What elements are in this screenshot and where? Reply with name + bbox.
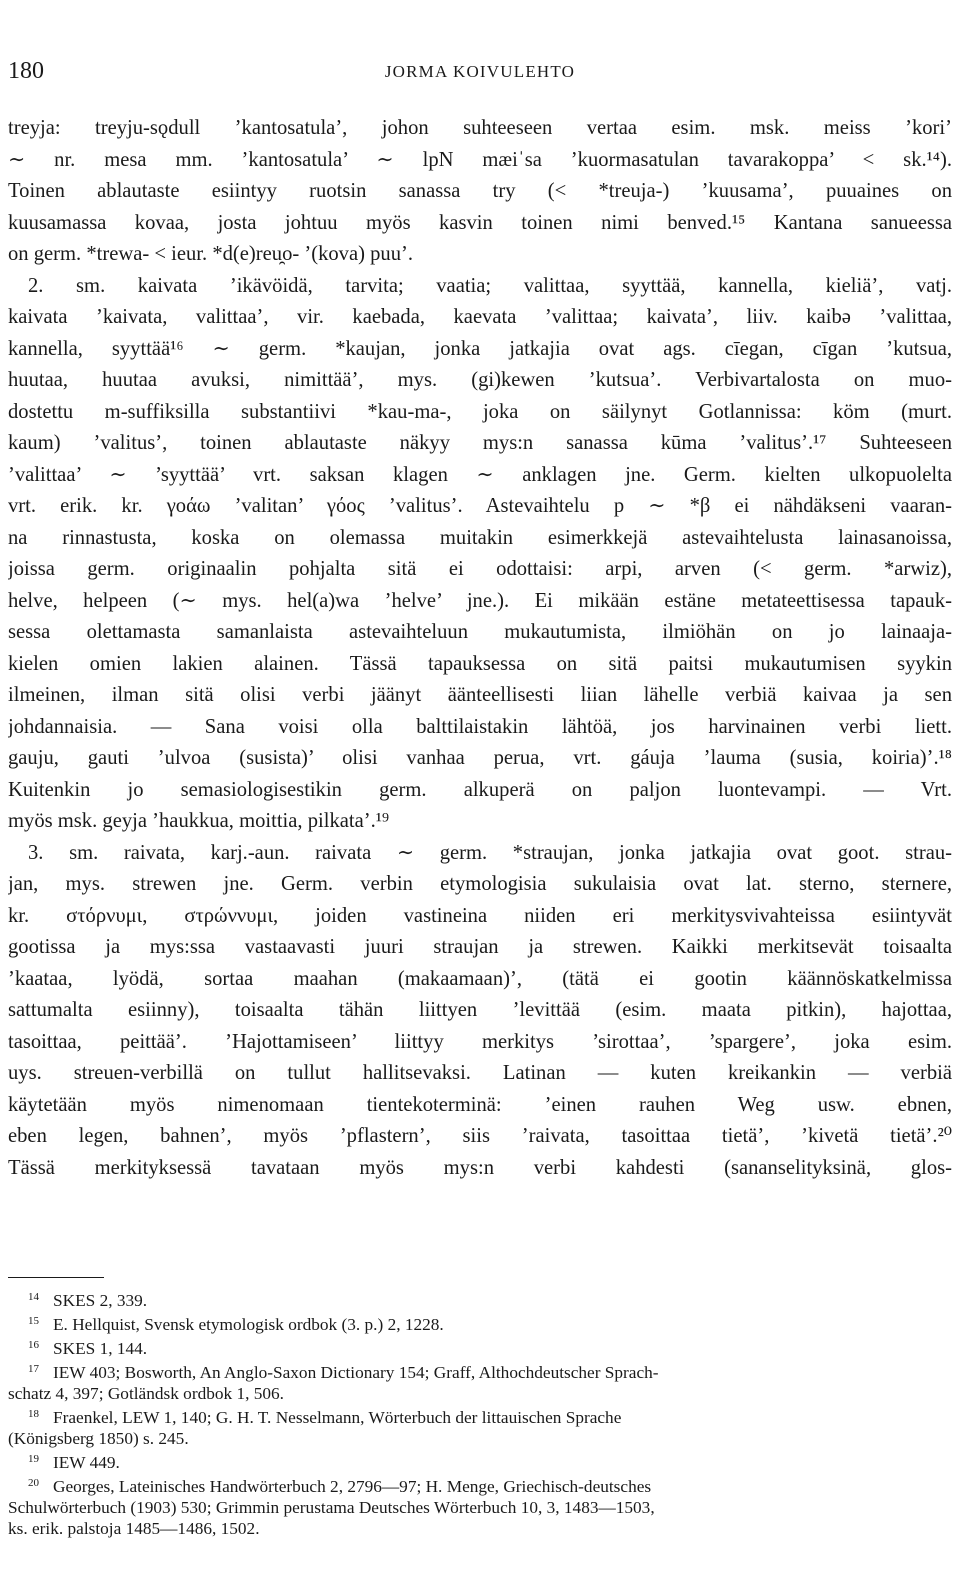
footnote-text: SKES 2, 339. [53,1291,148,1310]
footnote-text: Fraenkel, LEW 1, 140; G. H. T. Nesselmann, Wörterbuch der littauischen Sprache [53,1408,622,1427]
footnote-18 [8,1404,952,1428]
footnote-16 [8,1335,952,1359]
body-line: ’kaataa, lyödä, sortaa maahan (makaamaan)’, (tätä ei gootin käännöskatkelmissa [8,967,952,990]
body-line: kaivata ’kaivata, valittaa’, vir. kaebada, kaevata ’valittaa; kaivata’, liiv. kaibə ’valittaa, [8,306,952,328]
footnote-18-cont: (Königsberg 1850) s. 245. [8,1429,189,1448]
body-line: dostettu m-suffiksilla substantiivi *kau-ma-, joka on säilynyt Gotlannissa: köm (murt. [8,400,952,423]
body-line: sessa olettamasta samanlaista astevaihteluun mukautumista, ilmiöhän on jo lainaaja- [8,621,952,643]
body-line: eben legen, bahnen’, myös ’pflastern’, siis ’raivata, tasoittaa tietä’, ’kivetä tietä’.²⁰ [8,1125,952,1147]
body-text [8,113,952,1184]
body-line: myös msk. geyja ’haukkua, moittia, pilkata’.¹⁹ [8,810,390,832]
footnote-number: 15 [28,1315,39,1327]
footnote-text: IEW 403; Bosworth, An Anglo-Saxon Dictionary 154; Graff, Althochdeutscher Sprach- [53,1363,659,1382]
footnote-20 [8,1473,952,1497]
body-line: kannella, syyttää¹⁶ ∼ germ. *kaujan, jonka jatkajia ovat ags. cīegan, cīgan ’kutsua, [8,337,952,360]
body-line: 2. sm. kaivata ’ikävöidä, tarvita; vaatia; valittaa, syyttää, kannella, kieliä’, vatj. [28,274,952,297]
footnote-text: SKES 1, 144. [53,1339,148,1358]
footnote-number: 14 [28,1291,39,1303]
footnote-20-cont: Schulwörterbuch (1903) 530; Grimmin perustama Deutsches Wörterbuch 10, 3, 1483—1503, [8,1498,655,1517]
page-header [8,58,952,88]
running-head: JORMA KOIVULEHTO [384,62,576,81]
body-line: gauju, gauti ’ulvoa (susista)’ olisi vanhaa perua, vrt. gáuja ’lauma (susia, koiria)’.¹⁸ [8,747,952,769]
body-line: joissa germ. originaalin pohjalta sitä ei odottaisi: arpi, arven (< germ. *arwiz), [8,558,952,580]
footnote-text: Georges, Lateinisches Handwörterbuch 2, 2796—97; H. Menge, Griechisch-deutsches [53,1477,652,1496]
body-line: ilmeinen, ilman sitä olisi verbi jäänyt äänteellisesti liian lähelle verbiä kaivaa ja sen [8,684,952,706]
body-line: na rinnastusta, koska on olemassa muitakin esimerkkejä astevaihtelusta lainasanoissa, [8,526,952,549]
footnote-19 [8,1449,952,1473]
footnote-text: IEW 449. [53,1453,120,1472]
body-line: tasoittaa, peittää’. ’Hajottamiseen’ liittyy merkitys ’sirottaa’, ’spargere’, joka esim. [8,1030,952,1053]
footnote-number: 18 [28,1408,39,1420]
footnote-17 [8,1359,952,1383]
footnotes [8,1287,952,1539]
footnote-divider [8,1277,104,1278]
footnote-20-cont: ks. erik. palstoja 1485—1486, 1502. [8,1519,260,1538]
body-line: kr. στόρνυμι, στρώννυμι, joiden vastineina niiden eri merkitysvivahteissa esiintyvät [8,904,952,927]
body-line: käytetään myös nimenomaan tientekoterminä: ’einen rauhen Weg usw. ebnen, [8,1093,952,1116]
body-line: vrt. erik. kr. γοάω ’valitan’ γόος ’valitus’. Astevaihtelu p ∼ *β ei nähdäkseni vaaran- [8,495,952,517]
body-line: ∼ nr. mesa mm. ’kantosatula’ ∼ lpN mæiˈsa ’kuormasatulan tavarakoppa’ < sk.¹⁴). [8,148,952,171]
footnote-15 [8,1311,952,1335]
body-line: johdannaisia. — Sana voisi olla balttilaistakin lähtöä, jos harvinainen verbi liett. [8,715,952,738]
body-line: huutaa, huutaa avuksi, nimittää’, mys. (gi)kewen ’kutsua’. Verbivartalosta on muo- [8,369,952,391]
body-line: kaum) ’valitus’, toinen ablautaste näkyy mys:n sanassa kūma ’valitus’.¹⁷ Suhteeseen [8,432,952,454]
body-line: 3. sm. raivata, karj.-aun. raivata ∼ germ. *straujan, jonka jatkajia ovat goot. strau- [28,841,952,864]
body-line: ’valittaa’ ∼ ’syyttää’ vrt. saksan klagen ∼ anklagen jne. Germ. kielten ulkopuolelta [8,463,952,486]
body-line: treyja: treyju-sǫdull ’kantosatula’, johon suhteeseen vertaa esim. msk. meiss ’kori’ [8,117,952,139]
body-line: sattumalta esiinny), toisaalta tähän liittyen ’levittää (esim. maata pitkin), hajottaa, [8,999,952,1021]
body-line: Toinen ablautaste esiintyy ruotsin sanassa try (< *treuja-) ’kuusama’, puuaines on [8,180,952,202]
page-number: 180 [8,58,44,84]
footnote-14 [8,1287,952,1311]
body-line: kuusamassa kovaa, josta johtuu myös kasvin toinen nimi benved.¹⁵ Kantana sanueessa [8,211,952,234]
body-line: jan, mys. strewen jne. Germ. verbin etymologisia sukulaisia ovat lat. sterno, sternere, [8,873,952,895]
body-line: gootissa ja mys:ssa vastaavasti juuri straujan ja strewen. Kaikki merkitsevät toisaalta [8,936,952,958]
body-line: helve, helpeen (∼ mys. hel(a)wa ’helve’ jne.). Ei mikään estäne metateettisessa tapauk- [8,589,952,612]
footnote-number: 17 [28,1363,39,1375]
footnote-17-cont: schatz 4, 397; Gotländsk ordbok 1, 506. [8,1384,284,1403]
body-line: kielen omien lakien alainen. Tässä tapauksessa on sitä paitsi mukautumisen syykin [8,652,952,675]
footnote-number: 20 [28,1477,39,1489]
body-line: uys. streuen-verbillä on tullut hallitsevaksi. Latinan — kuten kreikankin — verbiä [8,1062,952,1084]
body-line: Tässä merkityksessä tavataan myös mys:n verbi kahdesti (sananselityksinä, glos- [8,1156,952,1179]
body-line: on germ. *trewa- < ieur. *d(e)reu̯o- ’(kova) puu’. [8,243,414,265]
footnote-number: 19 [28,1453,39,1465]
footnote-text: E. Hellquist, Svensk etymologisk ordbok (3. p.) 2, 1228. [53,1315,444,1334]
body-line: Kuitenkin jo semasiologisestikin germ. alkuperä on paljon luontevampi. — Vrt. [8,778,952,801]
footnote-number: 16 [28,1339,39,1351]
